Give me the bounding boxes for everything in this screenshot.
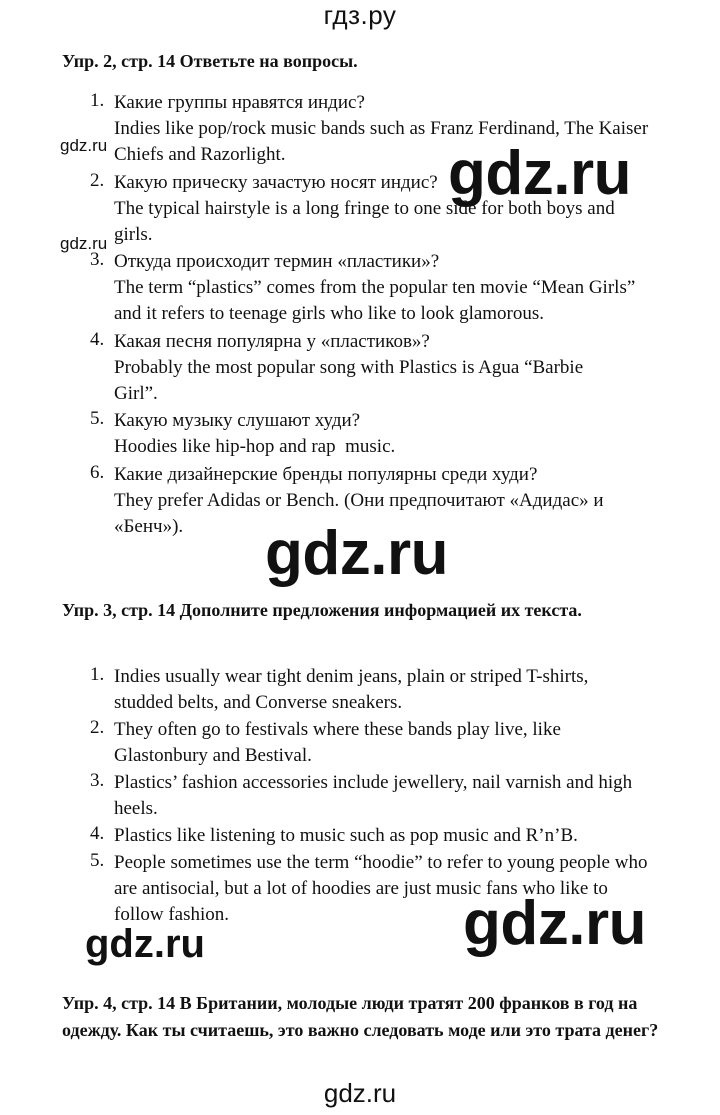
sentence: Plastics like listening to music such as pop music and R’n’B. — [114, 825, 578, 846]
question: Откуда происходит термин «пластики»? — [114, 251, 440, 272]
answer: The term “plastics” comes from the popular ten movie “Mean Girls” and it refers to teenage girls who like to look glamorous. — [114, 277, 636, 324]
list-item — [62, 823, 662, 849]
watermark-bottom: gdz.ru — [323, 1078, 397, 1108]
exercise-4-title: Упр. 4, стр. 14 В Британии, молодые люди тратят 200 франков в год на одежду. Как ты считаешь, это важно следовать моде или это трата денег? — [62, 993, 659, 1040]
answer: Probably the most popular song with Plastics is Agua “Barbie Girl”. — [114, 356, 584, 404]
watermark-big-1: gdz.ru — [448, 139, 631, 208]
exercise-2-title: Упр. 2, стр. 14 Ответьте на вопросы. — [62, 51, 358, 71]
question: Какую музыку слушают худи? — [114, 410, 361, 431]
sentence: They often go to festivals where these bands play live, like Glastonbury and Bestival. — [114, 719, 561, 766]
item-number: 2. — [90, 717, 105, 738]
question: Какую прическу зачастую носят индис? — [114, 171, 438, 193]
sentence: Indies usually wear tight denim jeans, plain or striped T-shirts, studded belts, and Converse sneakers. — [114, 666, 589, 713]
watermark-small-1: gdz.ru — [60, 136, 108, 155]
list-item — [62, 329, 662, 407]
watermark-small-2: gdz.ru — [60, 234, 108, 253]
question: Какая песня популярна у «пластиков»? — [114, 330, 430, 352]
list-item — [62, 664, 662, 716]
item-number: 1. — [90, 664, 105, 685]
exercise-3-title: Упр. 3, стр. 14 Дополните предложения информацией их текста. — [62, 600, 582, 620]
watermark-big-3: gdz.ru — [463, 889, 646, 958]
item-number: 4. — [90, 328, 105, 350]
answer: Indies like pop/rock music bands such as Franz Ferdinand, The Kaiser Chiefs and Razorlight. — [114, 118, 649, 165]
watermark-mid-1: gdz.ru — [85, 922, 205, 966]
watermark-top: гдз.ру — [323, 0, 397, 30]
item-number: 1. — [90, 90, 105, 111]
list-item — [62, 717, 662, 769]
list-item — [62, 408, 662, 460]
item-number: 3. — [90, 770, 105, 791]
answer: The typical hairstyle is a long fringe to one side for both boys and girls. — [114, 197, 615, 245]
item-number: 3. — [90, 249, 105, 270]
answer: They prefer Adidas or Bench. (Они предпочитают «Адидас» и «Бенч»). — [114, 489, 604, 537]
sentence: People sometimes use the term “hoodie” to refer to young people who are antisocial, but a lot of hoodies are just music fans who like to follow fashion. — [114, 852, 648, 925]
question: Какие дизайнерские бренды популярны среди худи? — [114, 463, 538, 485]
item-number: 4. — [90, 823, 105, 844]
item-number: 5. — [90, 408, 105, 429]
list-item — [62, 249, 662, 327]
watermark-big-2: gdz.ru — [265, 519, 448, 588]
item-number: 2. — [90, 169, 105, 191]
question: Какие группы нравятся индис? — [114, 92, 365, 113]
item-number: 5. — [90, 850, 105, 871]
list-item — [62, 770, 662, 822]
item-number: 6. — [90, 461, 105, 483]
answer: Hoodies like hip-hop and rap music. — [114, 436, 396, 457]
sentence: Plastics’ fashion accessories include jewellery, nail varnish and high heels. — [114, 772, 633, 819]
